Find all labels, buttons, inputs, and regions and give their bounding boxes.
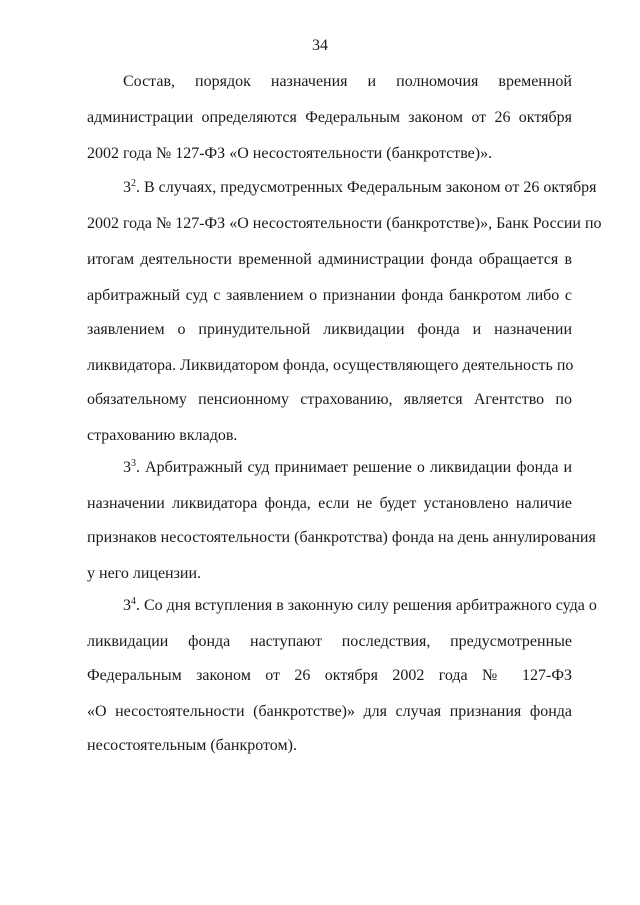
paragraph-3-2-line-7: обязательному пенсионному страхованию, является Агентство по: [87, 391, 572, 408]
paragraph-3-2-line-6: ликвидатора. Ликвидатором фонда, осуществляющего деятельность по: [87, 357, 574, 374]
paragraph-3-2-line-3: итогам деятельности временной администрации фонда обращается в: [87, 251, 572, 268]
clause-text: . Арбитражный суд принимает решение о ликвидации фонда и: [136, 459, 572, 476]
clause-superscript: 4: [131, 596, 136, 607]
paragraph-1-line-2: администрации определяются Федеральным законом от 26 октября: [87, 109, 572, 126]
page-number: 34: [312, 37, 328, 54]
paragraph-1-line-1: Состав, порядок назначения и полномочия временной: [123, 73, 572, 90]
paragraph-3-4-line-4: «О несостоятельности (банкротстве)» для случая признания фонда: [87, 703, 572, 720]
clause-superscript: 3: [131, 458, 136, 469]
clause-superscript: 2: [131, 178, 136, 189]
paragraph-3-3-line-2: назначении ликвидатора фонда, если не будет установлено наличие: [87, 495, 572, 512]
paragraph-3-2-line-4: арбитражный суд с заявлением о признании фонда банкротом либо с: [87, 287, 572, 304]
clause-number: 3: [123, 179, 131, 196]
paragraph-3-4-line-3: Федеральным законом от 26 октября 2002 года № 127-ФЗ: [87, 667, 572, 684]
clause-text: . Со дня вступления в законную силу решения арбитражного суда о: [136, 597, 597, 614]
paragraph-1-line-3: 2002 года № 127-ФЗ «О несостоятельности (банкротстве)».: [87, 145, 493, 162]
paragraph-3-2-line-8: страхованию вкладов.: [87, 427, 238, 444]
paragraph-3-2-line-5: заявлением о принудительной ликвидации фонда и назначении: [87, 321, 572, 338]
paragraph-3-3-line-3: признаков несостоятельности (банкротства) фонда на день аннулирования: [87, 529, 596, 546]
clause-text: . В случаях, предусмотренных Федеральным законом от 26 октября: [136, 179, 597, 196]
paragraph-3-2-line-2: 2002 года № 127-ФЗ «О несостоятельности (банкротстве)», Банк России по: [87, 215, 602, 232]
paragraph-3-2-line-1: [123, 178, 597, 198]
paragraph-3-3-line-4: у него лицензии.: [87, 565, 202, 582]
paragraph-3-4-line-1: [123, 596, 597, 616]
clause-number: 3: [123, 459, 131, 476]
paragraph-3-4-line-2: ликвидации фонда наступают последствия, предусмотренные: [87, 633, 572, 650]
clause-number: 3: [123, 597, 131, 614]
paragraph-3-3-line-1: [123, 458, 572, 478]
paragraph-3-4-line-5: несостоятельным (банкротом).: [87, 737, 297, 754]
